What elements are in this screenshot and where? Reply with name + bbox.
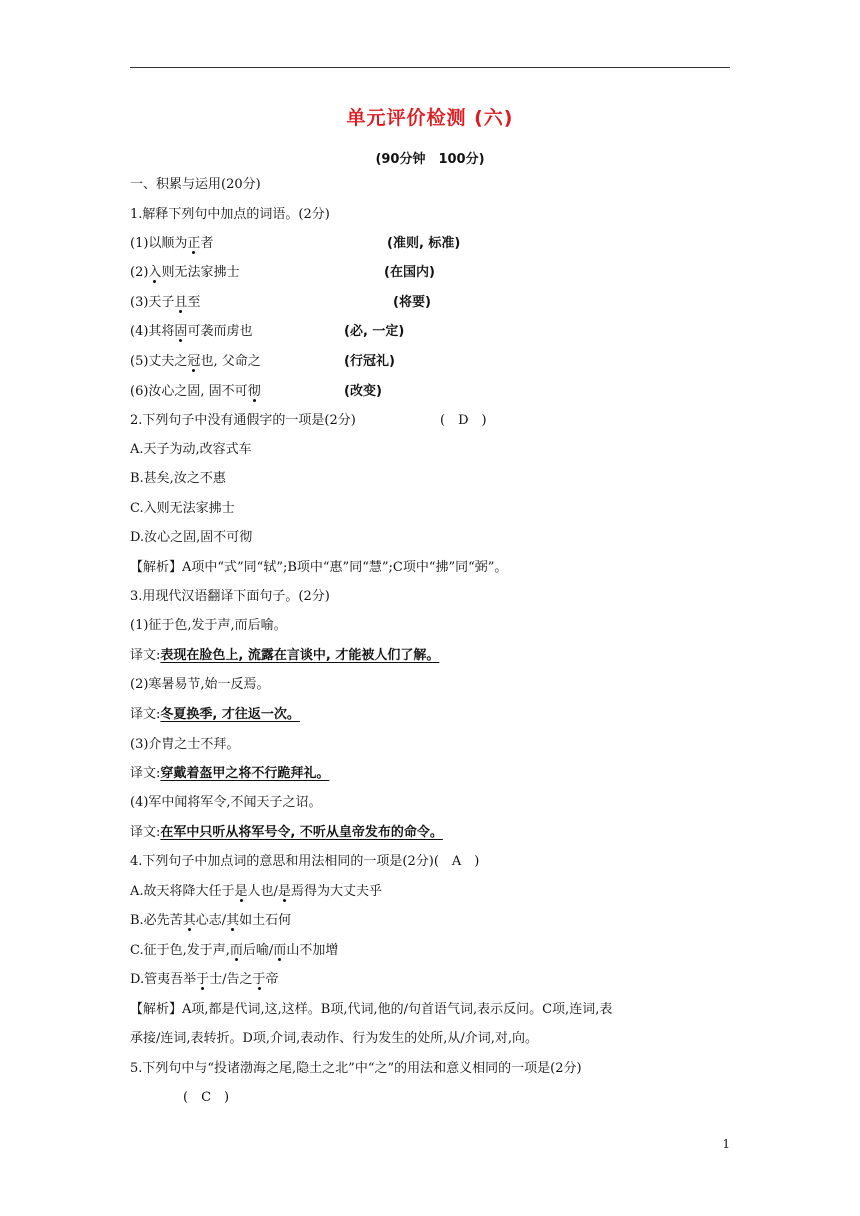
q3-translation-1: 译文:表现在脸色上, 流露在言谈中, 才能被人们了解。	[130, 648, 440, 663]
q2-option-c: C.入则无法家拂士	[130, 501, 235, 516]
dotted-word: 是	[277, 884, 291, 899]
page-subtitle: (90分钟 100分)	[375, 152, 485, 167]
question-2-stem: 2.下列句子中没有通假字的一项是(2分)	[130, 413, 356, 428]
q2-option-d: D.汝心之固,固不可彻	[130, 530, 253, 545]
question-4-stem: 4.下列句子中加点词的意思和用法相同的一项是(2分)( A )	[130, 854, 480, 869]
q1-answer-1: (准则, 标准)	[387, 236, 461, 251]
q2-option-b: B.甚矣,汝之不惠	[130, 471, 226, 486]
question-5-stem: 5.下列句中与“投诸渤海之尾,隐土之北”中“之”的用法和意义相同的一项是(2分)	[130, 1061, 582, 1076]
q3-source-3: (3)介胄之士不拜。	[130, 737, 240, 752]
dotted-word: 于	[196, 972, 210, 987]
q4-option-d: D.管夷吾举于士/告之于帝	[130, 972, 279, 987]
q1-item-3: (3)天子且至	[130, 295, 201, 310]
q1-item-4: (4)其将固可袭而虏也	[130, 324, 253, 339]
q4-option-b: B.必先苦其心志/其如土石何	[130, 913, 292, 928]
dotted-word: 冠	[187, 354, 201, 369]
q1-item-2: (2)入则无法家拂士	[130, 265, 240, 280]
question-3-stem: 3.用现代汉语翻译下面句子。(2分)	[130, 589, 330, 604]
dotted-word: 是	[234, 884, 248, 899]
page-title: 单元评价检测 (六)	[346, 107, 514, 129]
page-number: 1	[722, 1137, 730, 1151]
section-heading: 一、积累与运用(20分)	[130, 177, 261, 192]
q2-analysis: 【解析】A项中“式”同“轼”;B项中“惠”同“慧”;C项中“拂”同“弼”。	[130, 560, 508, 575]
question-5-answer: ( C )	[183, 1090, 230, 1105]
q3-source-1: (1)征于色,发于声,而后喻。	[130, 618, 287, 633]
dotted-word: 而	[229, 943, 243, 958]
q3-source-2: (2)寒暑易节,始一反焉。	[130, 677, 270, 692]
dotted-word: 固	[174, 324, 188, 339]
q4-analysis-line-1: 【解析】A项,都是代词,这,这样。B项,代词,他的/句首语气词,表示反问。C项,连词,表	[130, 1002, 613, 1017]
q1-answer-5: (行冠礼)	[344, 354, 395, 369]
q2-option-a: A.天子为动,改容式车	[130, 442, 252, 457]
q1-answer-3: (将要)	[393, 295, 431, 310]
q1-answer-6: (改变)	[344, 384, 382, 399]
dotted-word: 而	[273, 943, 287, 958]
q3-source-4: (4)军中闻将军令,不闻天子之诏。	[130, 795, 322, 810]
dotted-word: 且	[174, 295, 188, 310]
top-rule	[130, 67, 730, 68]
q3-translation-4: 译文:在军中只听从将军号令, 不听从皇帝发布的命令。	[130, 825, 443, 840]
q4-option-c: C.征于色,发于声,而后喻/而山不加增	[130, 943, 339, 958]
dotted-word: 正	[187, 236, 201, 251]
dotted-word: 于	[252, 972, 266, 987]
dotted-word: 其	[226, 913, 240, 928]
dotted-word: 其	[182, 913, 196, 928]
dotted-word: 彻	[247, 384, 261, 399]
q1-item-5: (5)丈夫之冠也, 父命之	[130, 354, 261, 369]
question-1-stem: 1.解释下列句中加点的词语。(2分)	[130, 207, 330, 222]
q1-item-1: (1)以顺为正者	[130, 236, 214, 251]
q1-answer-4: (必, 一定)	[344, 324, 405, 339]
q1-answer-2: (在国内)	[384, 265, 435, 280]
dotted-word: 入	[148, 265, 162, 280]
q1-item-6: (6)汝心之固, 固不可彻	[130, 384, 261, 399]
q3-translation-3: 译文:穿戴着盔甲之将不行跪拜礼。	[130, 766, 330, 781]
question-2-answer: ( D )	[440, 413, 487, 428]
q4-analysis-line-2: 承接/连词,表转折。D项,介词,表动作、行为发生的处所,从/介词,对,向。	[130, 1031, 538, 1046]
q3-translation-2: 译文:冬夏换季, 才往返一次。	[130, 707, 300, 722]
q4-option-a: A.故天将降大任于是人也/是焉得为大丈夫乎	[130, 884, 382, 899]
